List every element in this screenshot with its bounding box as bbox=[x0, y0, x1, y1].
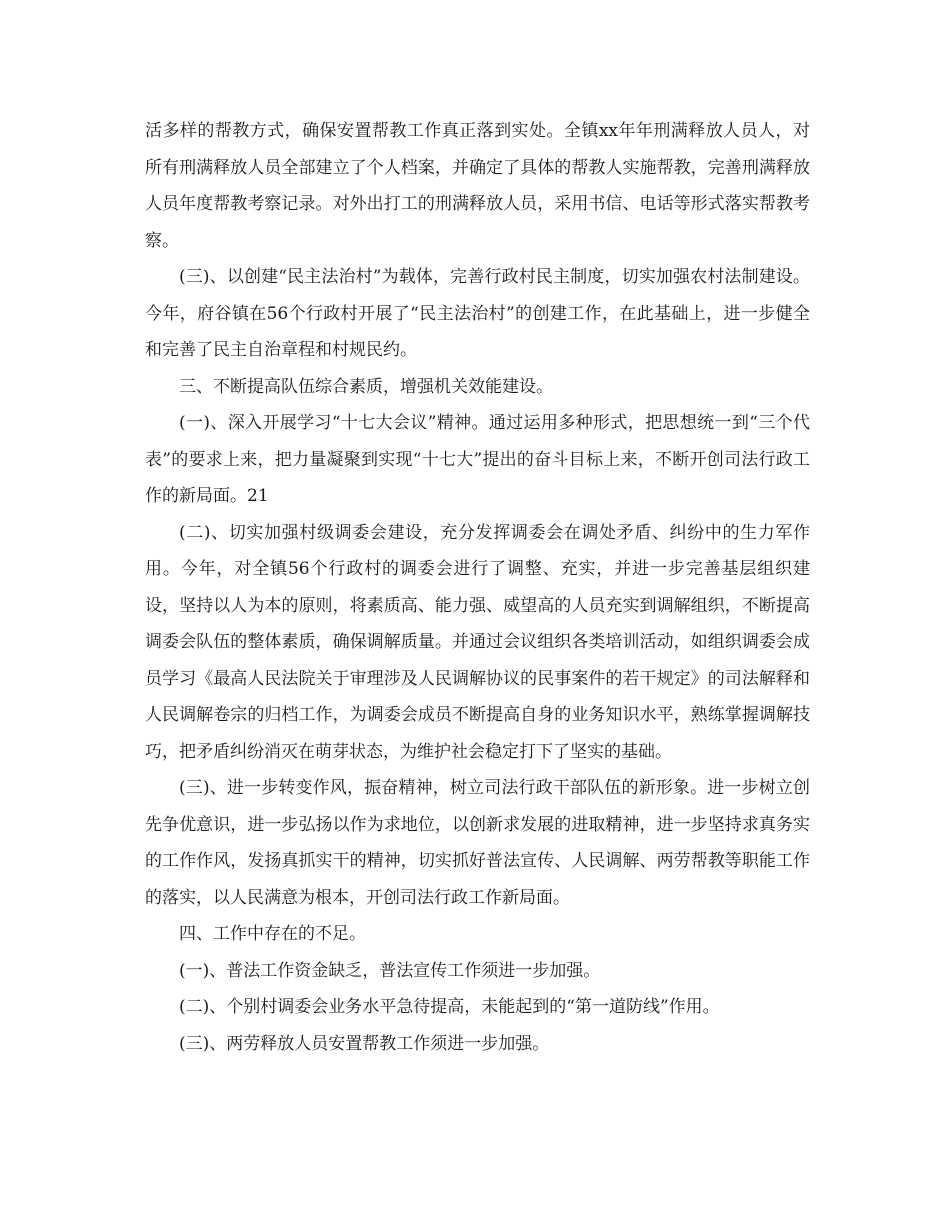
shortcoming-item-1: (一)、普法工作资金缺乏，普法宣传工作须进一步加强。 bbox=[179, 960, 601, 981]
paragraph-continuation: 活多样的帮教方式，确保安置帮教工作真正落到实处。全镇xx年年刑满释放人员人，对所有刑满释放人员全部建立了个人档案，并确定了具体的帮教人实施帮教，完善刑满释放人员年度帮教考察记录。对外出打工的刑满释放人员，采用书信、电话等形式落实帮教考察。 bbox=[145, 121, 810, 251]
paragraph-work-style: (三)、进一步转变作风，振奋精神，树立司法行政干部队伍的新形象。进一步树立创先争优意识，进一步弘扬以作为求地位，以创新求发展的进取精神，进一步坚持求真务实的工作作风，发扬真抓实干的精神，切实抓好普法宣传、人民调解、两劳帮教等职能工作的落实，以人民满意为根本，开创司法行政工作新局面。 bbox=[145, 778, 810, 908]
paragraph-mediation-committee: (二)、切实加强村级调委会建设，充分发挥调委会在调处矛盾、纠纷中的生力军作用。今年，对全镇56个行政村的调委会进行了调整、充实，并进一步完善基层组织建设，坚持以人为本的原则，将素质高、能力强、威望高的人员充实到调解组织，不断提高调委会队伍的整体素质，确保调解质量。并通过会议组织各类培训活动，如组织调委会成员学习《最高人民法院关于审理涉及人民调解协议的民事案件的若干规定》的司法解释和人民调解卷宗的归档工作，为调委会成员不断提高自身的业务知识水平，熟练掌握调解技巧，把矛盾纠纷消灭在萌芽状态，为维护社会稳定打下了坚实的基础。 bbox=[145, 522, 810, 762]
document-body bbox=[145, 113, 810, 1062]
shortcoming-item-3: (三)、两劳释放人员安置帮教工作须进一步加强。 bbox=[179, 1033, 550, 1054]
paragraph-democratic-village: (三)、以创建“民主法治村”为载体，完善行政村民主制度，切实加强农村法制建设。今年，府谷镇在56个行政村开展了“民主法治村”的创建工作，在此基础上，进一步健全和完善了民主自治章程和村规民约。 bbox=[145, 267, 810, 360]
shortcoming-item-2: (二)、个别村调委会业务水平急待提高，未能起到的“第一道防线”作用。 bbox=[179, 997, 720, 1017]
section-heading-3: 三、不断提高队伍综合素质，增强机关效能建设。 bbox=[179, 376, 553, 397]
section-heading-4: 四、工作中存在的不足。 bbox=[179, 924, 366, 944]
paragraph-study-17th-congress: (一)、深入开展学习“十七大会议”精神。通过运用多种形式，把思想统一到“三个代表”的要求上来，把力量凝聚到实现“十七大”提出的奋斗目标上来，不断开创司法行政工作的新局面。21 bbox=[145, 413, 810, 506]
